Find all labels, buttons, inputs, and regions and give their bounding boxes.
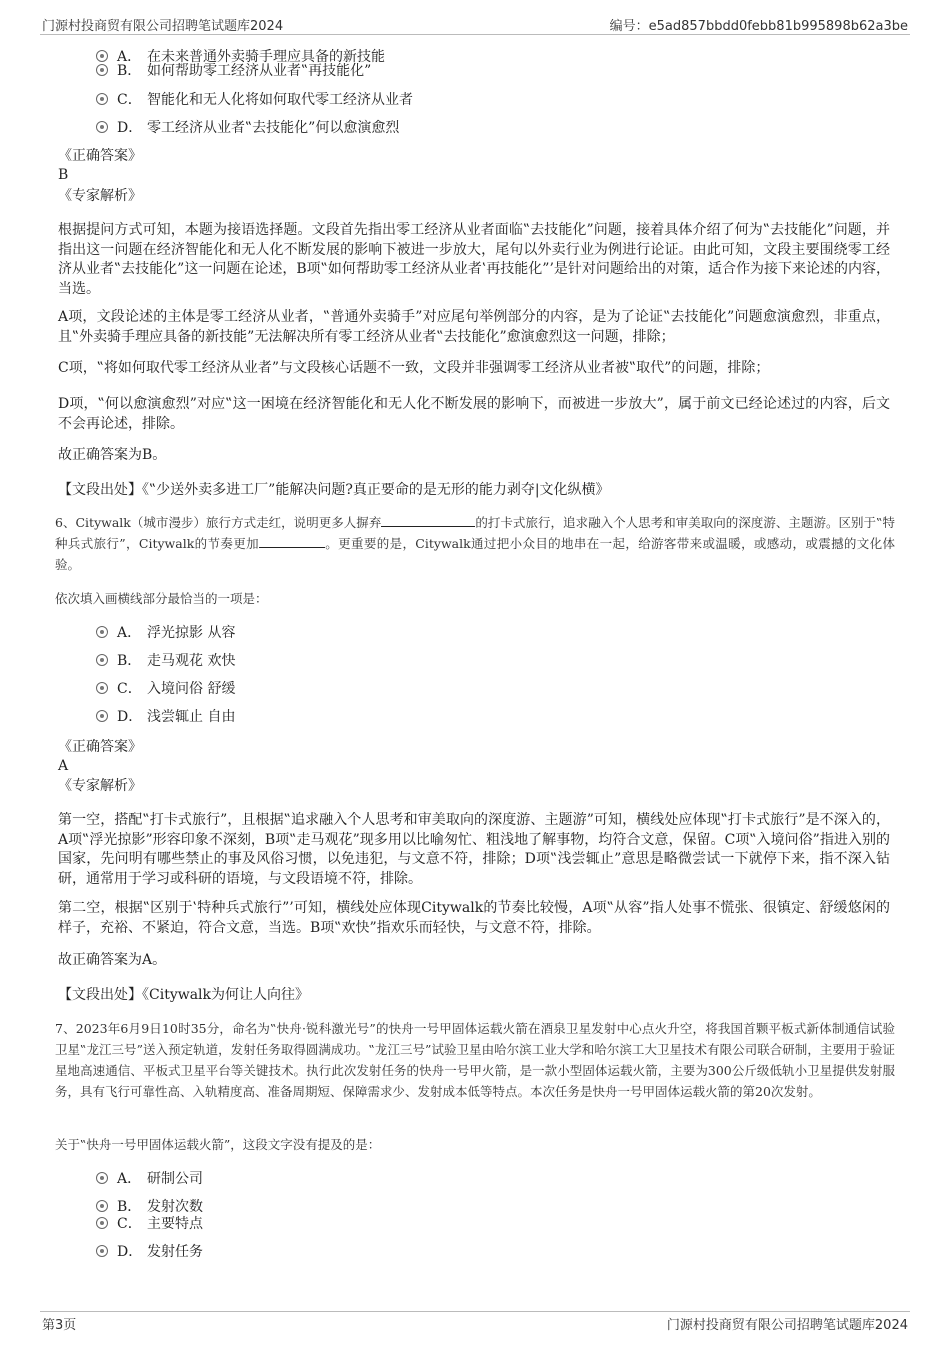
q5-option-c[interactable]: C． 智能化和无人化将如何取代零工经济从业者 [96,91,413,109]
header-divider [40,34,910,35]
q6-analysis-para-2: 第二空，根据‟区别于‛特种兵式旅行”’可知，横线处应体现Citywalk的节奏比较慢，A项‟从容”指人处事不慌张、很镇定、舒缓悠闲的样子，充裕、不紧迫，符合文意，当选。B项‟欢快”指欢乐而轻快，与文意不符，排除。 [58,900,890,936]
header-title: 门源村投商贸有限公司招聘笔试题库2024 [42,19,284,34]
q5-option-d[interactable]: D． 零工经济从业者‟去技能化”何以愈演愈烈 [96,119,399,137]
radio-icon [96,626,108,638]
q5-answer: B [58,167,69,183]
blank-1 [381,514,475,527]
q6-analysis-label: 《专家解析》 [58,778,142,794]
radio-icon [96,654,108,666]
q5-option-a[interactable]: A． 在未来普通外卖骑手理应具备的新技能 [96,48,385,66]
footer-title: 门源村投商贸有限公司招聘笔试题库2024 [666,1318,908,1333]
q5-option-b[interactable]: B． 如何帮助零工经济从业者‟再技能化” [96,62,371,80]
q7-stem: 7、2023年6月9日10时35分，命名为‟快舟·锐科激光号”的快舟一号甲固体运载火箭在酒泉卫星发射中心点火升空，将我国首颗平板式新体制通信试验卫星‟龙江三号”送入预定轨道，发射任务取得圆满成功。‟龙江三号”试验卫星由哈尔滨工业大学和哈尔滨工大卫星技术有限公司联合研制，主要用于验证星地高速通信、平板式卫星平台等关键技术。执行此次发射任务的快舟一号甲火箭，是一款小型固体运载火箭，主要为300公斤级低轨小卫星提供发射服务，具有飞行可靠性高、入轨精度高、准备周期短、保障需求少、发射成本低等特点。本次任务是快舟一号甲固体运载火箭的第20次发射。 [55,1021,895,1099]
q5-analysis-para-4: D项，‟何以愈演愈烈”对应‟这一困境在经济智能化和无人化不断发展的影响下，而被进一步放大”，属于前文已经论述过的内容，后文不会再论述，排除。 [58,396,890,432]
radio-icon [96,93,108,105]
q5-source: 【文段出处】《‟少送外卖多进工厂”能解决问题?真正要命的是无形的能力剥夺|文化纵横》 [58,482,610,498]
q7-option-a[interactable]: A． 研制公司 [96,1170,203,1188]
radio-icon [96,1200,108,1212]
radio-icon [96,64,108,76]
q5-analysis-conclusion: 故正确答案为B。 [58,447,167,463]
q5-analysis-para-3: C项，‟将如何取代零工经济从业者”与文段核心话题不一致，文段并非强调零工经济从业者被‟取代”的问题，排除； [58,360,770,376]
q7-option-c[interactable]: C． 主要特点 [96,1215,203,1233]
q6-option-c[interactable]: C． 入境问俗 舒缓 [96,680,235,698]
footer-divider [40,1311,910,1312]
q6-answer-label: 《正确答案》 [58,739,142,755]
q7-option-b[interactable]: B． 发射次数 [96,1198,203,1216]
radio-icon [96,710,108,722]
q6-option-b[interactable]: B． 走马观花 欢快 [96,652,235,670]
q6-answer: A [58,758,69,774]
q5-analysis-label: 《专家解析》 [58,188,142,204]
q6-analysis-para-1: 第一空，搭配‟打卡式旅行”，且根据‟追求融入个人思考和审美取向的深度游、主题游”可知，横线处应体现‟打卡式旅行”是不深入的，A项‟浮光掠影”形容印象不深刻，B项‟走马观花”现多用以比喻匆忙、粗浅地了解事物，均符合文意，保留。C项‟入境问俗”指进入别的国家，先问明有哪些禁止的事及风俗习惯，以免违犯，与文意不符，排除；D项‟浅尝辄止”意思是略微尝试一下就停下来，指不深入钻研，通常用于学习或科研的语境，与文段语境不符，排除。 [58,812,890,887]
radio-icon [96,50,108,62]
q7-option-d[interactable]: D． 发射任务 [96,1243,203,1261]
q5-analysis-para-2: A项，文段论述的主体是零工经济从业者，‟普通外卖骑手”对应尾句举例部分的内容，是为了论证‟去技能化”问题愈演愈烈，非重点，且‟外卖骑手理应具备的新技能”无法解决所有零工经济从业者‟去技能化”愈演愈烈这一问题，排除； [58,309,890,345]
q6-stem: 6、Citywalk（城市漫步）旅行方式走红，说明更多人摒弃 的打卡式旅行，追求融入个人思考和审美取向的深度游、主题游。区别于‟特种兵式旅行”，Citywalk的节奏更加 。更重要的是，Citywalk通过把小众目的地串在一起，给游客带来或温暖，或感动，或震撼的文化体验。 [55,515,896,572]
q6-prompt: 依次填入画横线部分最恰当的一项是： [55,591,268,606]
radio-icon [96,121,108,133]
q6-analysis-conclusion: 故正确答案为A。 [58,952,167,968]
footer-page-number: 第3页 [42,1318,77,1333]
q7-prompt: 关于‟快舟一号甲固体运载火箭”，这段文字没有提及的是： [55,1137,381,1152]
q6-option-a[interactable]: A． 浮光掠影 从容 [96,624,235,642]
header-doc-id: 编号：e5ad857bbdd0febb81b995898b62a3be [609,19,908,34]
q6-option-d[interactable]: D． 浅尝辄止 自由 [96,708,235,726]
q6-source: 【文段出处】《Citywalk为何让人向往》 [58,987,310,1003]
blank-2 [259,535,325,548]
radio-icon [96,1172,108,1184]
radio-icon [96,682,108,694]
radio-icon [96,1245,108,1257]
q5-analysis-para-1: 根据提问方式可知，本题为接语选择题。文段首先指出零工经济从业者面临‟去技能化”问题，接着具体介绍了何为‟去技能化”问题，并指出这一问题在经济智能化和无人化不断发展的影响下被进一步放大，尾句以外卖行业为例进行论证。由此可知，文段主要围绕零工经济从业者‟去技能化”这一问题在论述，B项‟如何帮助零工经济从业者‛再技能化”’是针对问题给出的对策，适合作为接下来论述的内容，当选。 [58,222,890,297]
radio-icon [96,1217,108,1229]
q5-answer-label: 《正确答案》 [58,148,142,164]
